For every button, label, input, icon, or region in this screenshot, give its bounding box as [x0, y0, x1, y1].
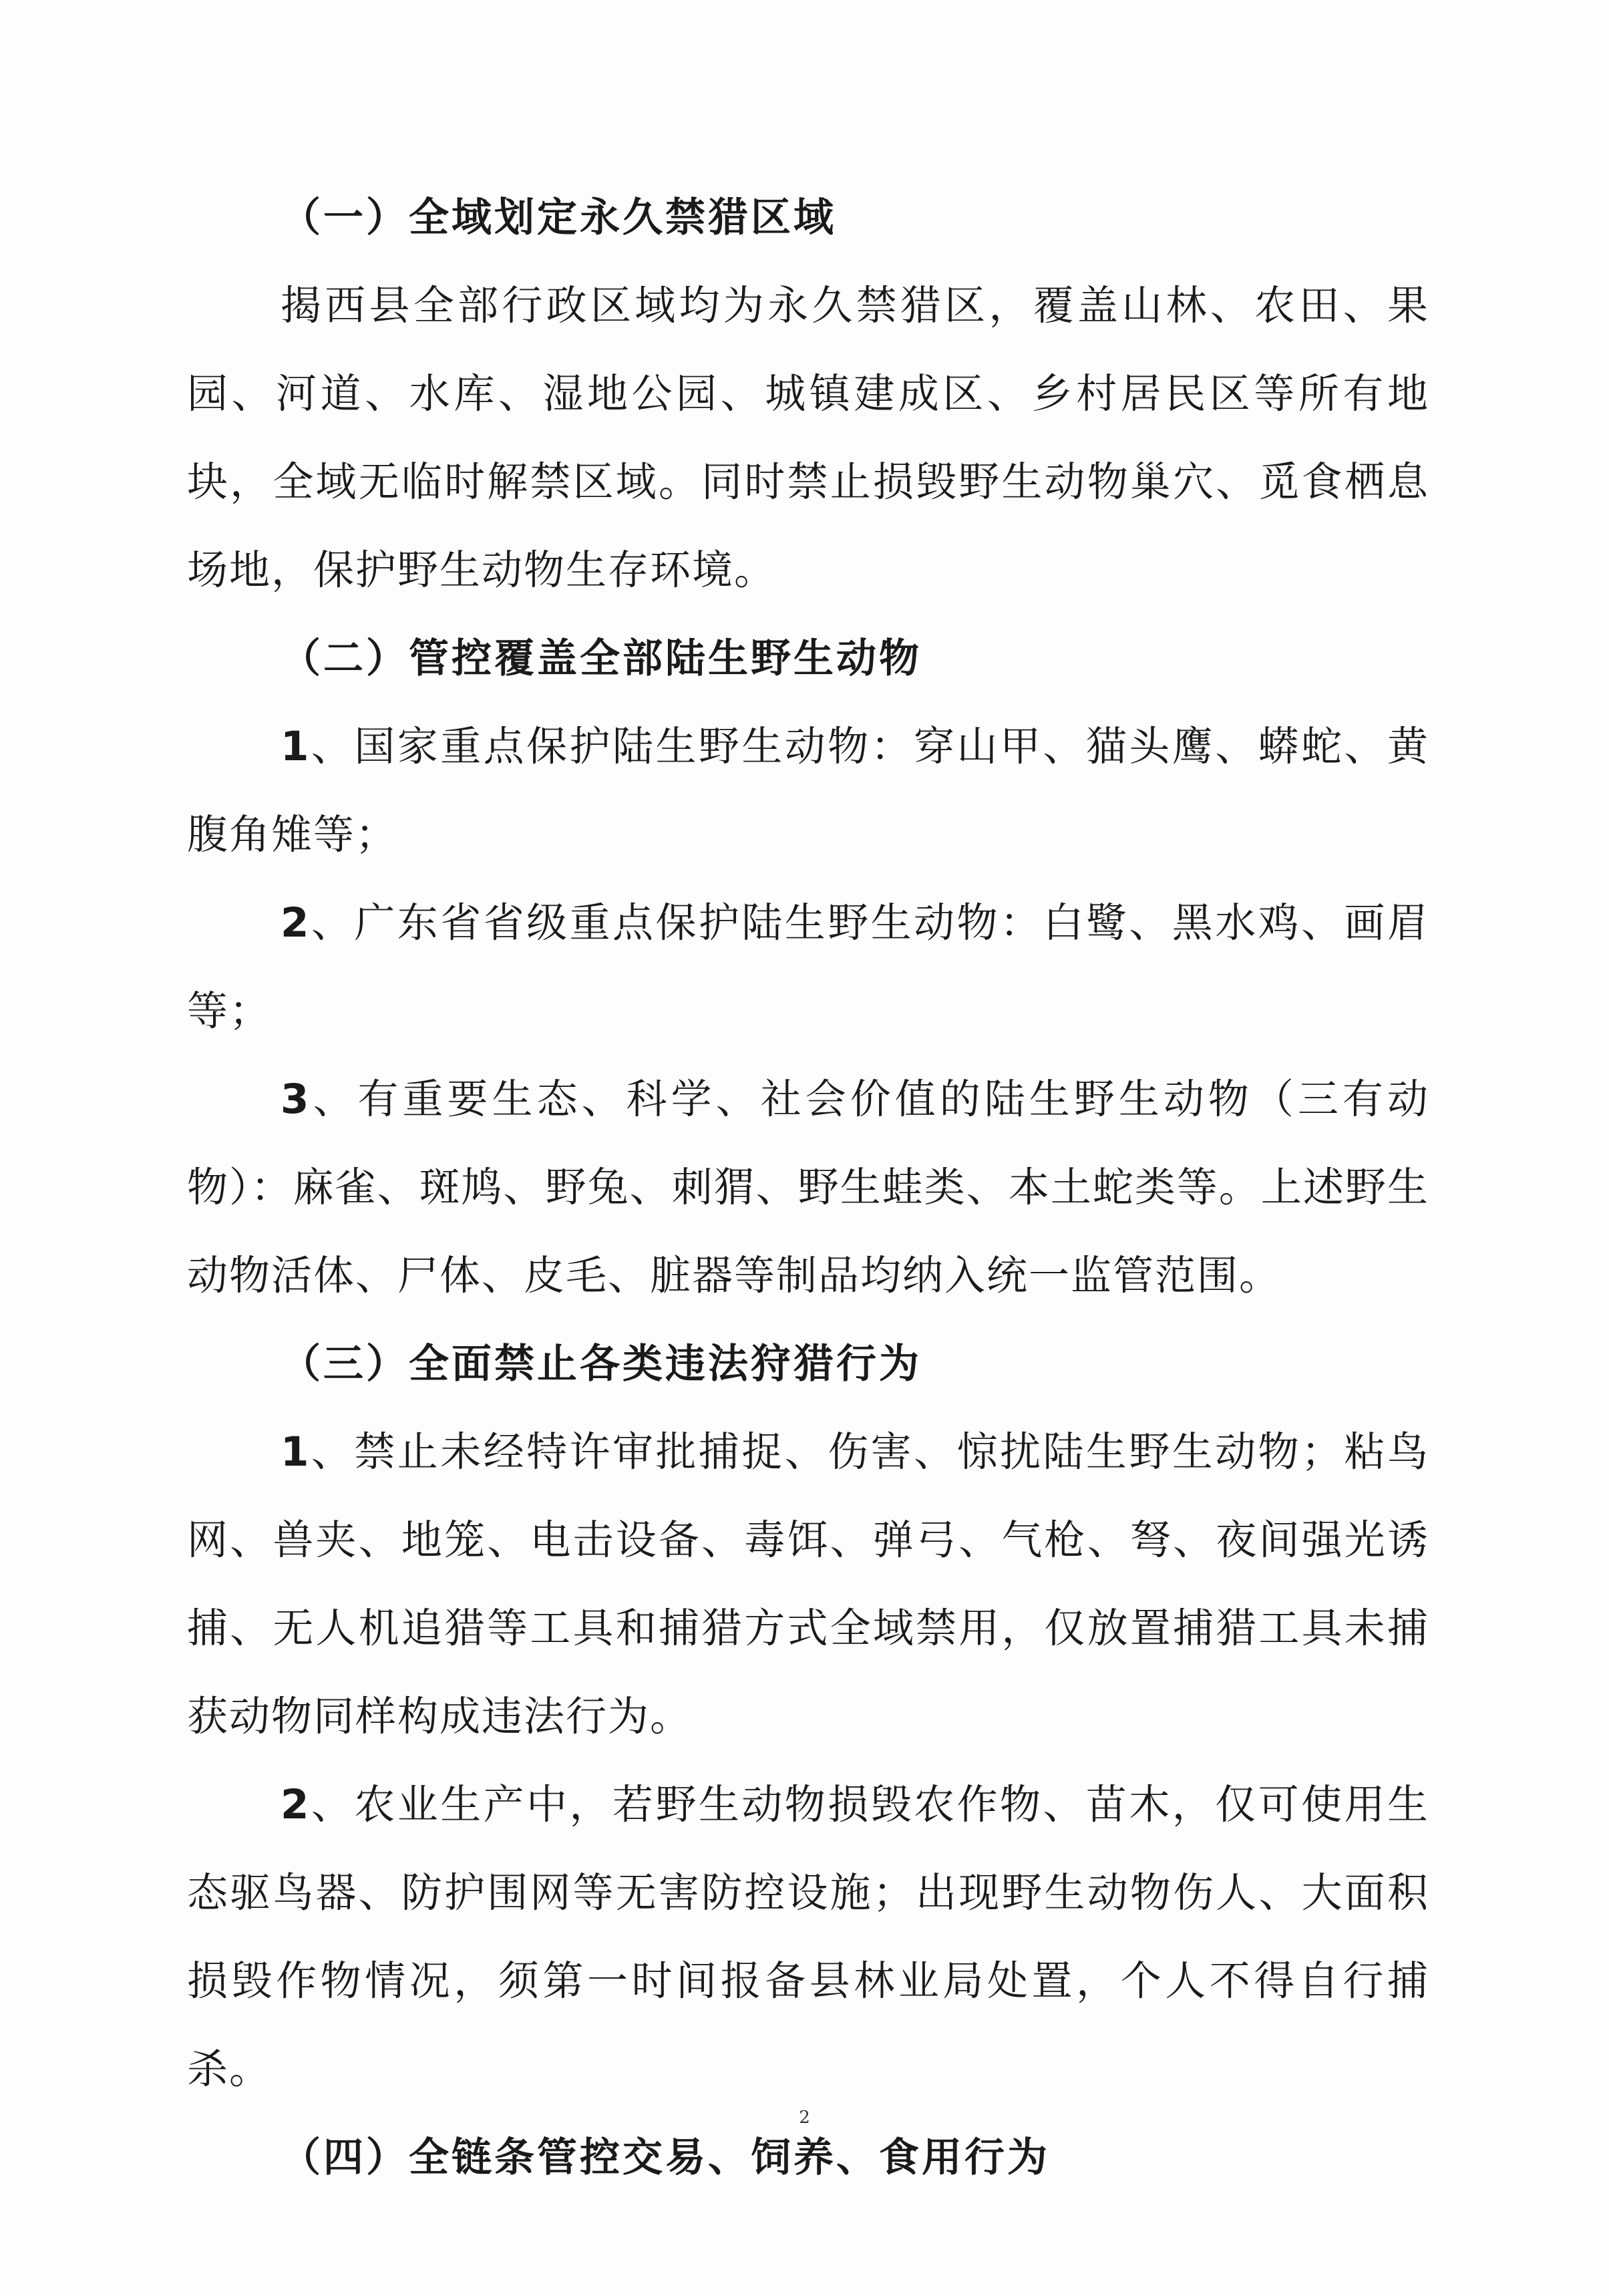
paragraph-number: 1	[281, 1428, 311, 1476]
section-heading-1: （一）全域划定永久禁猎区域	[281, 194, 836, 241]
section-heading-4: （四）全链条管控交易、饲养、食用行为	[281, 2134, 1050, 2181]
paragraph-number: 2	[281, 899, 311, 947]
section-2-paragraph-2	[187, 879, 1429, 1055]
paragraph-text: 、广东省省级重点保护陆生野生动物：白鹭、黑水鸡、画眉等；	[187, 899, 1429, 1035]
paragraph-text: 揭西县全部行政区域均为永久禁猎区，覆盖山林、农田、果园、河道、水库、湿地公园、城镇建成区、乡村居民区等所有地块，全域无临时解禁区域。同时禁止损毁野生动物巢穴、觅食栖息场地，保护野生动物生存环境。	[187, 282, 1429, 594]
paragraph-number: 3	[281, 1076, 311, 1123]
section-3-paragraph-1	[187, 1408, 1429, 1761]
paragraph-text: 、有重要生态、科学、社会价值的陆生野生动物（三有动物）：麻雀、斑鸠、野兔、刺猬、野生蛙类、本土蛇类等。上述野生动物活体、尸体、皮毛、脏器等制品均纳入统一监管范围。	[187, 1076, 1429, 1299]
section-3-paragraph-2	[187, 1761, 1429, 2114]
paragraph-text: 、国家重点保护陆生野生动物：穿山甲、猫头鹰、蟒蛇、黄腹角雉等；	[187, 723, 1429, 858]
section-2-paragraph-1	[187, 703, 1429, 879]
document-body	[187, 174, 1429, 2202]
section-1-paragraph-1	[187, 262, 1429, 615]
paragraph-text: 、农业生产中，若野生动物损毁农作物、苗木，仅可使用生态驱鸟器、防护围网等无害防控设施；出现野生动物伤人、大面积损毁作物情况，须第一时间报备县林业局处置，个人不得自行捕杀。	[187, 1781, 1429, 2093]
page-number: 2	[799, 2108, 810, 2128]
section-2-paragraph-3	[187, 1055, 1429, 1320]
paragraph-number: 2	[281, 1781, 311, 1828]
paragraph-text: 、禁止未经特许审批捕捉、伤害、惊扰陆生野生动物；粘鸟网、兽夹、地笼、电击设备、毒饵、弹弓、气枪、弩、夜间强光诱捕、无人机追猎等工具和捕猎方式全域禁用，仅放置捕猎工具未捕获动物同样构成违法行为。	[187, 1428, 1429, 1740]
section-heading-2: （二）管控覆盖全部陆生野生动物	[281, 635, 922, 682]
paragraph-number: 1	[281, 723, 311, 770]
section-heading-3: （三）全面禁止各类违法狩猎行为	[281, 1341, 922, 1387]
